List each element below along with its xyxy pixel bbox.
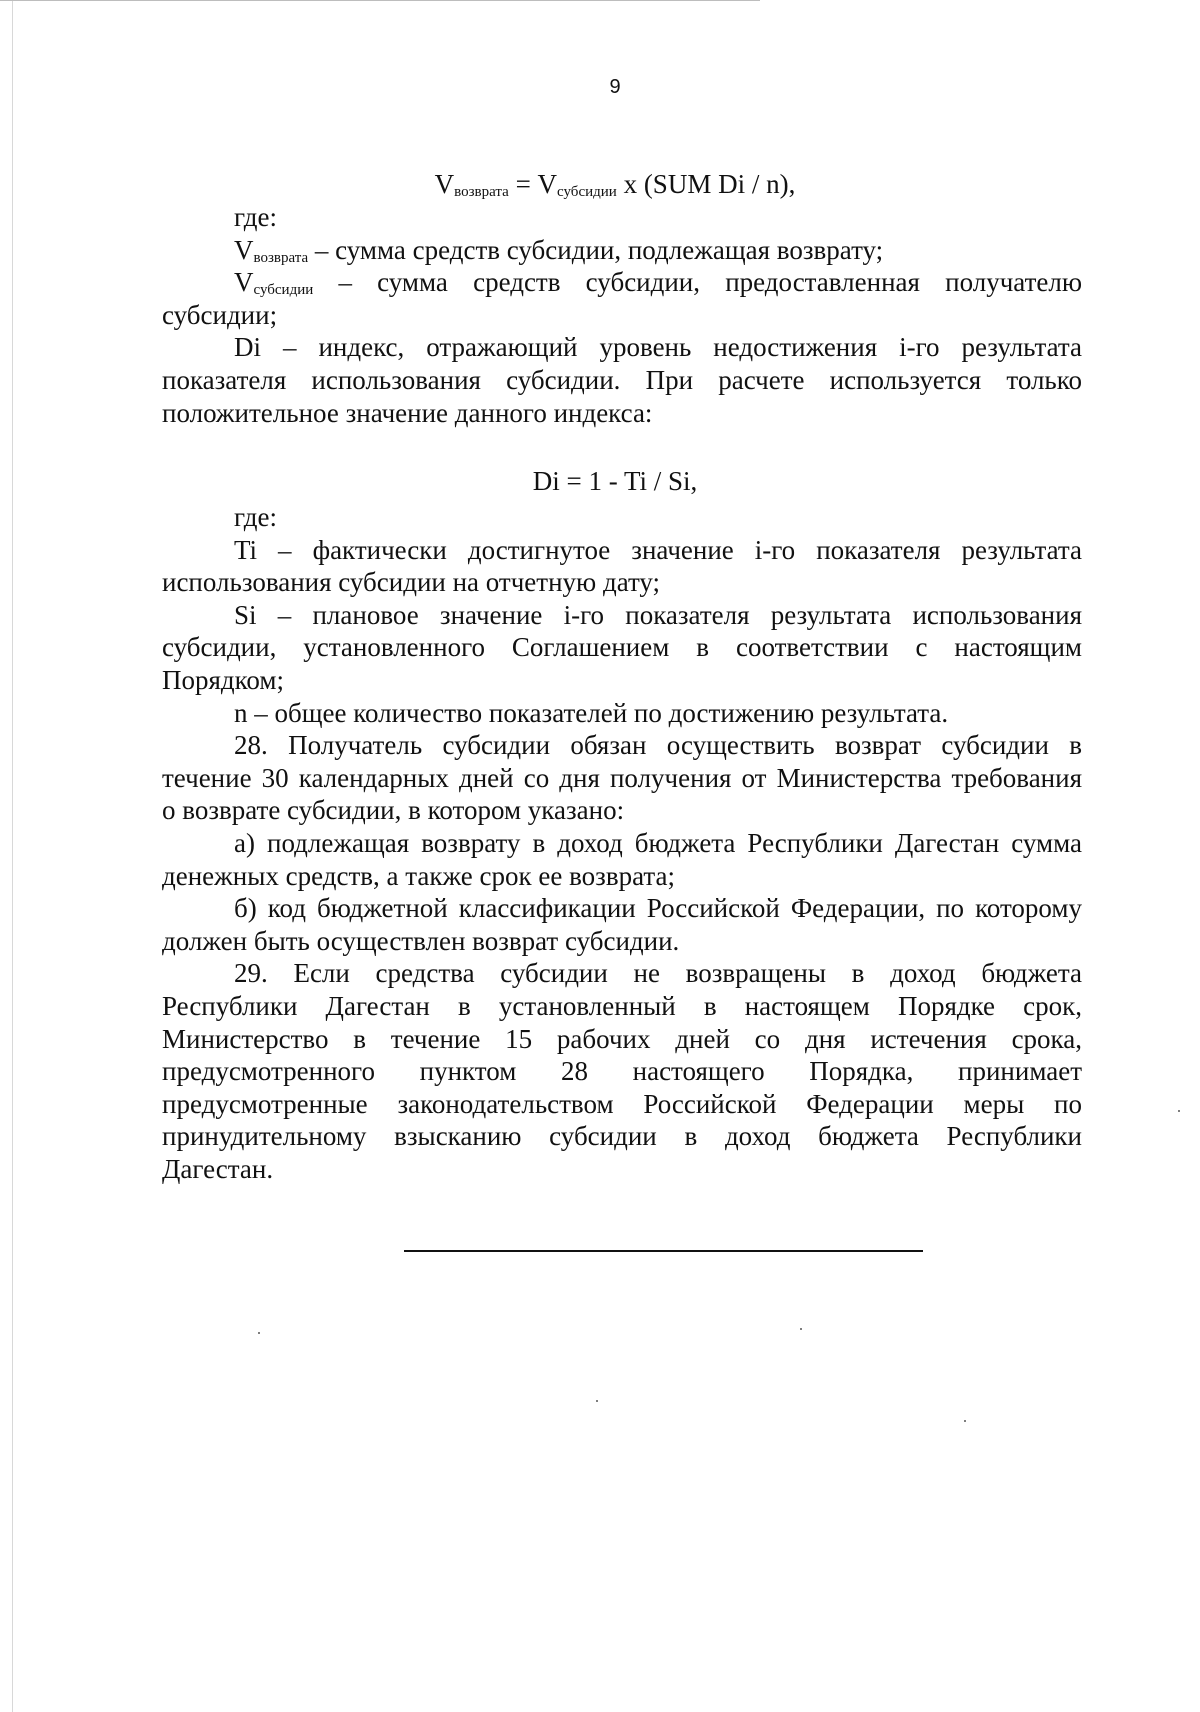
paragraph-29-line: предусмотренные законодательством Российской Федерации меры по [162,1088,1082,1119]
definition-si-end: Порядком; [162,664,284,695]
definition-ti: Ti – фактически достигнутое значение i-го показателя результата [234,534,1082,565]
definition-ti-cont: использования субсидии на отчетную дату; [162,567,661,598]
paragraph-29: 29. Если средства субсидии не возвращены в доход бюджета [234,958,1082,989]
page-number: 9 [609,76,621,98]
item-a-end: денежных средств, а также срок ее возврата; [162,860,675,891]
end-rule [404,1250,923,1252]
item-a: а) подлежащая возврату в доход бюджета Республики Дагестан сумма [234,827,1082,858]
scan-edge-top [0,0,760,1]
scan-speck [800,1328,802,1330]
scan-speck [596,1400,598,1402]
scan-edge-left [12,0,13,1712]
scan-speck [1178,1110,1180,1112]
paragraph-29-line: предусмотренного пунктом 28 настоящего Порядка, принимает [162,1056,1082,1087]
paragraph-28-end: о возврате субсидии, в котором указано: [162,795,625,826]
definitions-block-1 [162,201,1082,429]
scan-speck [964,1420,966,1422]
item-b-end: должен быть осуществлен возврат субсидии. [162,925,680,956]
definition-v-return: $V_{возврата}$ – сумма средств субсидии, подлежащая возврату; [234,234,884,266]
item-b: б) код бюджетной классификации Российской Федерации, по которому [234,893,1082,924]
index-formula: Di = 1 - Ti / Si, [532,466,698,496]
scan-speck [258,1332,260,1334]
definition-n: n – общее количество показателей по достижению результата. [234,697,949,728]
paragraph-29-line: принудительному взысканию субсидии в доход бюджета Республики [162,1121,1082,1152]
paragraph-28-cont: течение 30 календарных дней со дня получения от Министерства требования [162,762,1082,793]
definition-di-end: положительное значение данного индекса: [162,397,653,428]
paragraph-29-line: Министерство в течение 15 рабочих дней со дня истечения срока, [162,1023,1082,1054]
where-label: где: [234,502,277,532]
paragraph-28: 28. Получатель субсидии обязан осуществить возврат субсидии в [234,730,1082,761]
definitions-block-2 [162,501,1082,1185]
definition-v-subsidy-cont: субсидии; [162,299,278,330]
where-label: где: [234,202,277,232]
definition-si-cont: субсидии, установленного Соглашением в соответствии с настоящим [162,632,1082,663]
definition-si: Si – плановое значение i-го показателя результата использования [234,599,1082,630]
definition-di: Di – индекс, отражающий уровень недостижения i-го результата [234,332,1082,363]
return-formula: $V_{возврата} = V_{субсидии}$ x (SUM Di / n), [434,169,796,200]
definition-di-cont: показателя использования субсидии. При расчете используется только [162,364,1082,395]
paragraph-29-line: Республики Дагестан в установленный в настоящем Порядке срок, [162,990,1082,1021]
definition-v-subsidy: $V_{субсидии}$ – сумма средств субсидии, предоставленная получателю [234,267,1082,299]
paragraph-29-end: Дагестан. [162,1153,274,1184]
